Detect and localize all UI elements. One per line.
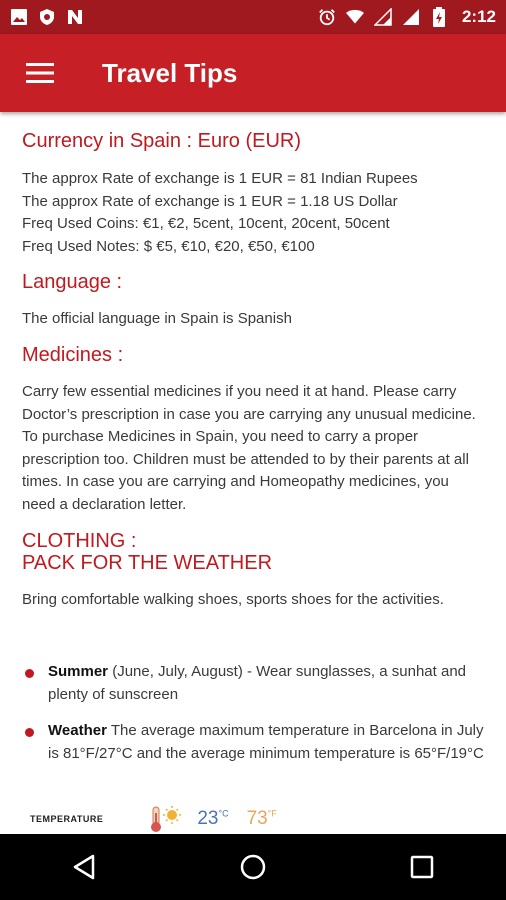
bullet-weather [48,720,484,765]
bullet-body: (June, July, August) - Wear sunglasses, a sunhat and plenty of sunscreen [48,663,467,703]
n-icon [66,8,84,26]
status-bar [0,0,506,34]
celsius-value: 23 [197,808,219,829]
menu-button[interactable] [20,53,60,93]
temperature-label: TEMPERATURE [30,814,104,824]
fahrenheit-value: 73 [246,808,268,829]
bullet-dot [25,669,34,678]
currency-line: Freq Used Coins: €1, €2, 5cent, 10cent, 20cent, 50cent [22,215,390,232]
language-heading: Language : [22,271,123,293]
bullet-title: Summer [48,663,109,680]
bullet-dot [25,728,34,737]
home-circle-icon [239,853,267,881]
content-scroll-area[interactable] [0,112,506,834]
currency-line: The approx Rate of exchange is 1 EUR = 81 Indian Rupees [22,170,418,187]
battery-charging-icon [430,8,448,26]
image-icon [10,8,28,26]
thermometer-sun-icon [149,805,183,833]
app-bar [0,34,506,112]
celsius-unit: °C [218,808,229,819]
clothing-text: Bring comfortable walking shoes, sports shoes for the activities. [22,591,444,608]
bullet-summer [48,661,484,706]
clothing-subheading: PACK FOR THE WEATHER [22,552,273,574]
hamburger-menu-icon [26,63,54,83]
clothing-heading: CLOTHING : [22,530,137,552]
status-bar-right [318,7,496,27]
currency-heading: Currency in Spain : Euro (EUR) [22,130,301,152]
recents-button[interactable] [392,842,452,892]
recents-square-icon [410,855,434,879]
signal-icon [402,8,420,26]
status-bar-left [10,8,84,26]
wifi-icon [346,8,364,26]
home-button[interactable] [223,842,283,892]
bullet-body: The average maximum temperature in Barcelona in July is 81°F/27°C and the average minimum temperature is 65°F/19°C [48,722,484,762]
currency-line: The approx Rate of exchange is 1 EUR = 1.18 US Dollar [22,192,398,210]
app-title: Travel Tips [102,57,238,88]
medicines-text: Carry few essential medicines if you need it at hand. Please carry Doctor’s prescription in case you are carrying any unusual medicine. To purchase Medicines in Spain, you need to carry a proper prescription too. Children must be attended to by their parents at all times. In case you are carrying and Homeopathy medicines, you need a declaration letter. [22,383,476,513]
shield-icon [38,8,56,26]
signal-icon [374,8,392,26]
status-time: 2:12 [461,7,496,26]
temperature-celsius [197,808,228,830]
temperature-row [30,805,277,833]
navigation-bar [0,834,506,900]
temperature-fahrenheit [247,808,277,830]
language-text: The official language in Spain is Spanish [22,310,292,327]
back-triangle-icon [72,854,96,880]
currency-line: Freq Used Notes: $ €5, €10, €20, €50, €100 [22,237,315,255]
bullet-title: Weather [48,722,107,739]
fahrenheit-unit: °F [267,808,277,819]
alarm-icon [318,8,336,26]
medicines-heading: Medicines : [22,344,124,366]
back-button[interactable] [54,842,114,892]
